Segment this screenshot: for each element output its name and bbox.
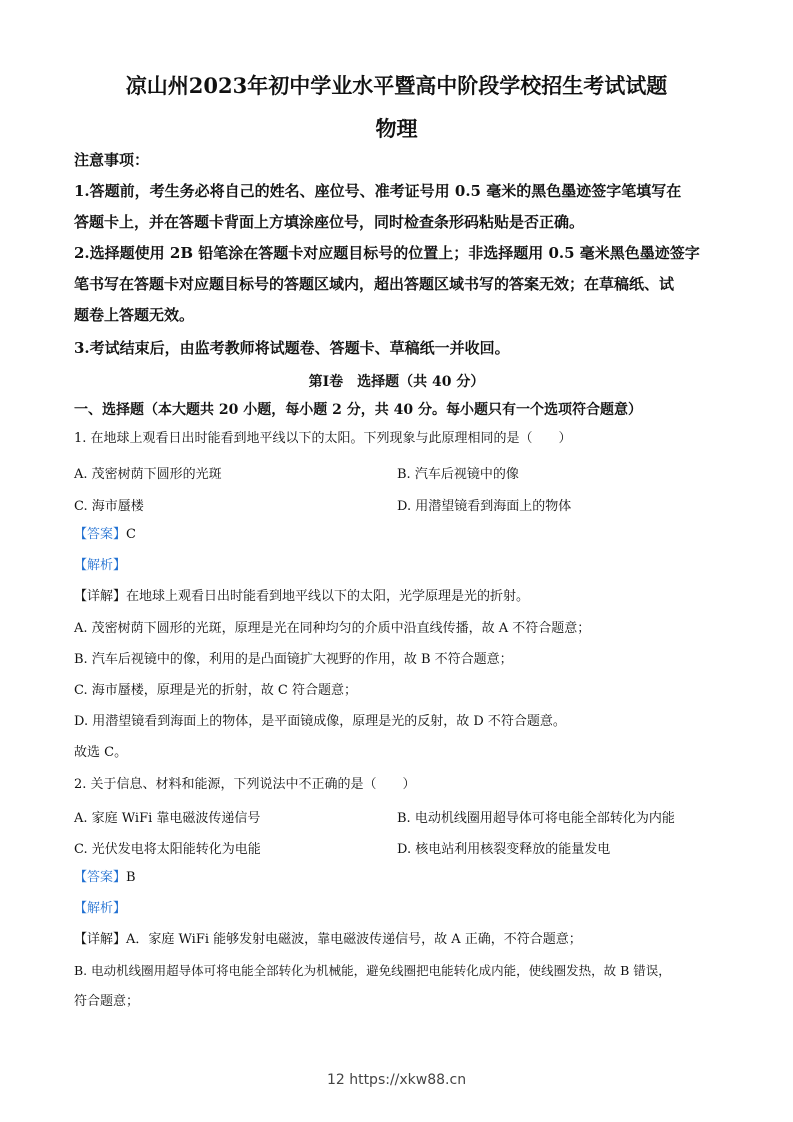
analysis-tag: 【解析】: [74, 901, 127, 916]
notice-line: 1.答题前，考生务必将自己的姓名、座位号、准考证号用 0.5 毫米的黑色墨迹签字笔填写在: [74, 182, 682, 200]
detail-tag: 【详解】: [74, 589, 127, 604]
q1-detail: [74, 588, 734, 606]
q1-detail-line: D. 用潜望镜看到海面上的物体，是平面镜成像，原理是光的反射，故 D 不符合题意。: [74, 714, 566, 729]
part-heading: 第Ⅰ卷 选择题（共 40 分）: [308, 374, 485, 390]
answer-value: B: [126, 870, 136, 885]
detail-tag: 【详解】: [74, 932, 127, 947]
q2-option-a: A. 家庭 WiFi 靠电磁波传递信号: [74, 811, 261, 826]
q1-analysis-tag: [74, 557, 734, 575]
notice-heading: 注意事项：: [74, 151, 150, 169]
question-1-stem: 1. 在地球上观看日出时能看到地平线以下的太阳。下列现象与此原理相同的是（ ）: [74, 431, 572, 446]
q1-option-b: B. 汽车后视镜中的像: [397, 467, 519, 482]
q2-detail-line: 符合题意；: [74, 994, 140, 1009]
q2-answer: [74, 869, 734, 887]
q2-option-d: D. 核电站利用核裂变释放的能量发电: [397, 842, 611, 857]
q2-option-c: C. 光伏发电将太阳能转化为电能: [74, 842, 261, 857]
page-footer: 12 https://xkw88.cn: [326, 1072, 467, 1088]
notice-line: 2.选择题使用 2B 铅笔涂在答题卡对应题目标号的位置上；非选择题用 0.5 毫米黑色墨迹签字: [74, 244, 700, 262]
answer-tag: 【答案】: [74, 527, 127, 542]
notice-line: 题卷上答题无效。: [74, 306, 195, 324]
q2-detail: [74, 931, 734, 949]
answer-value: C: [126, 527, 136, 542]
q2-detail-line: B. 电动机线圈用超导体可将电能全部转化为机械能，避免线圈把电能转化成内能，使线圈发热，故 B 错误，: [74, 963, 671, 978]
detail-text: A．家庭 WiFi 能够发射电磁波，靠电磁波传递信号，故 A 正确，不符合题意；: [126, 932, 582, 947]
answer-tag: 【答案】: [74, 870, 127, 885]
q1-detail-line: B. 汽车后视镜中的像，利用的是凸面镜扩大视野的作用，故 B 不符合题意；: [74, 652, 513, 667]
q1-conclusion: 故选 C。: [74, 745, 128, 760]
q1-detail-line: A. 茂密树荫下圆形的光斑，原理是光在同种均匀的介质中沿直线传播，故 A 不符合题意；: [74, 621, 591, 636]
exam-title: 凉山州2023年初中学业水平暨高中阶段学校招生考试试题: [125, 73, 668, 98]
subject-title: 物理: [375, 116, 418, 141]
section-heading: 一、选择题（本大题共 20 小题，每小题 2 分，共 40 分。每小题只有一个选项符合题意）: [74, 402, 642, 418]
q1-option-a: A. 茂密树荫下圆形的光斑: [74, 467, 222, 482]
q1-answer: [74, 526, 734, 544]
notice-line: 笔书写在答题卡对应题目标号的答题区域内，超出答题区域书写的答案无效；在草稿纸、试: [74, 275, 675, 293]
analysis-tag: 【解析】: [74, 558, 127, 573]
q1-option-c: C. 海市蜃楼: [74, 499, 144, 514]
q2-analysis-tag: [74, 900, 734, 918]
detail-text: 在地球上观看日出时能看到地平线以下的太阳，光学原理是光的折射。: [126, 589, 530, 604]
notice-line: 3.考试结束后，由监考教师将试题卷、答题卡、草稿纸一并收回。: [74, 339, 510, 357]
question-2-stem: 2. 关于信息、材料和能源，下列说法中不正确的是（ ）: [74, 777, 416, 792]
q2-option-b: B. 电动机线圈用超导体可将电能全部转化为内能: [397, 811, 675, 826]
q1-option-d: D. 用潜望镜看到海面上的物体: [397, 499, 572, 514]
notice-line: 答题卡上，并在答题卡背面上方填涂座位号，同时检查条形码粘贴是否正确。: [74, 213, 585, 231]
q1-detail-line: C. 海市蜃楼，原理是光的折射，故 C 符合题意；: [74, 683, 357, 698]
